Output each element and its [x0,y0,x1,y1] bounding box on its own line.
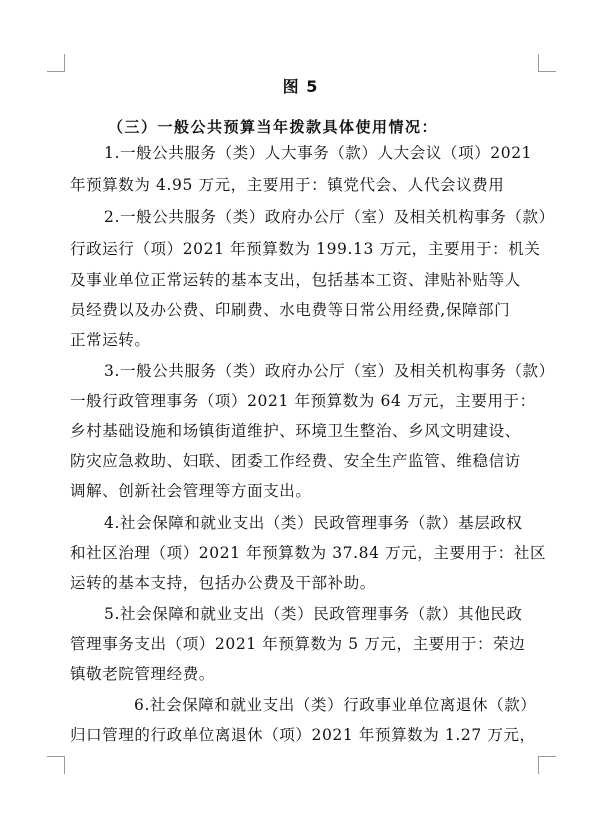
paragraph-line: 管理事务支出（项）2021 年预算数为 5 万元，主要用于：荣边 [70,635,526,653]
crop-mark [64,756,65,774]
paragraph-line: 正常运转。 [70,331,151,349]
paragraph-line: 及事业单位正常运转的基本支出，包括基本工资、津贴补贴等人 [70,271,521,289]
paragraph-line: 行政运行（项）2021 年预算数为 199.13 万元，主要用于：机关 [70,240,541,258]
crop-mark [64,54,65,72]
crop-mark [538,756,556,757]
paragraph-line: 1.一般公共服务（类）人大事务（款）人大会议（项）2021 [104,144,533,162]
paragraph-line: 6.社会保障和就业支出（类）行政事业单位离退休（款） [134,696,537,714]
paragraph-line: 5.社会保障和就业支出（类）民政管理事务（款）其他民政 [104,605,523,623]
paragraph-line: 3.一般公共服务（类）政府办公厅（室）及相关机构事务（款） [104,362,555,380]
paragraph-line: 运转的基本支持，包括办公费及干部补助。 [70,574,376,592]
paragraph-line: 和社区治理（项）2021 年预算数为 37.84 万元，主要用于：社区 [70,544,547,562]
crop-mark [538,756,539,774]
paragraph-line: 镇敬老院管理经费。 [70,665,215,683]
paragraph-line: 一般行政管理事务（项）2021 年预算数为 64 万元，主要用于： [70,392,536,410]
figure-title: 图 5 [282,77,319,96]
crop-mark [47,71,65,72]
paragraph-line: 4.社会保障和就业支出（类）民政管理事务（款）基层政权 [104,514,523,532]
paragraph-line: 归口管理的行政单位离退休（项）2021 年预算数为 1.27 万元， [70,726,536,744]
paragraph-line: 员经费以及办公费、印刷费、水电费等日常公用经费,保障部门 [70,301,511,319]
section-heading: （三）一般公共预算当年拨款具体使用情况： [108,118,439,136]
crop-mark [538,71,556,72]
paragraph-line: 年预算数为 4.95 万元，主要用于：镇党代会、人代会议费用 [70,176,505,194]
crop-mark [47,756,65,757]
paragraph-line: 调解、创新社会管理等方面支出。 [70,482,312,500]
crop-mark [538,54,539,72]
paragraph-line: 乡村基础设施和场镇街道维护、环境卫生整治、乡风文明建设、 [70,422,521,440]
paragraph-line: 防灾应急救助、妇联、团委工作经费、安全生产监管、维稳信访 [70,452,521,470]
paragraph-line: 2.一般公共服务（类）政府办公厅（室）及相关机构事务（款） [104,208,555,226]
